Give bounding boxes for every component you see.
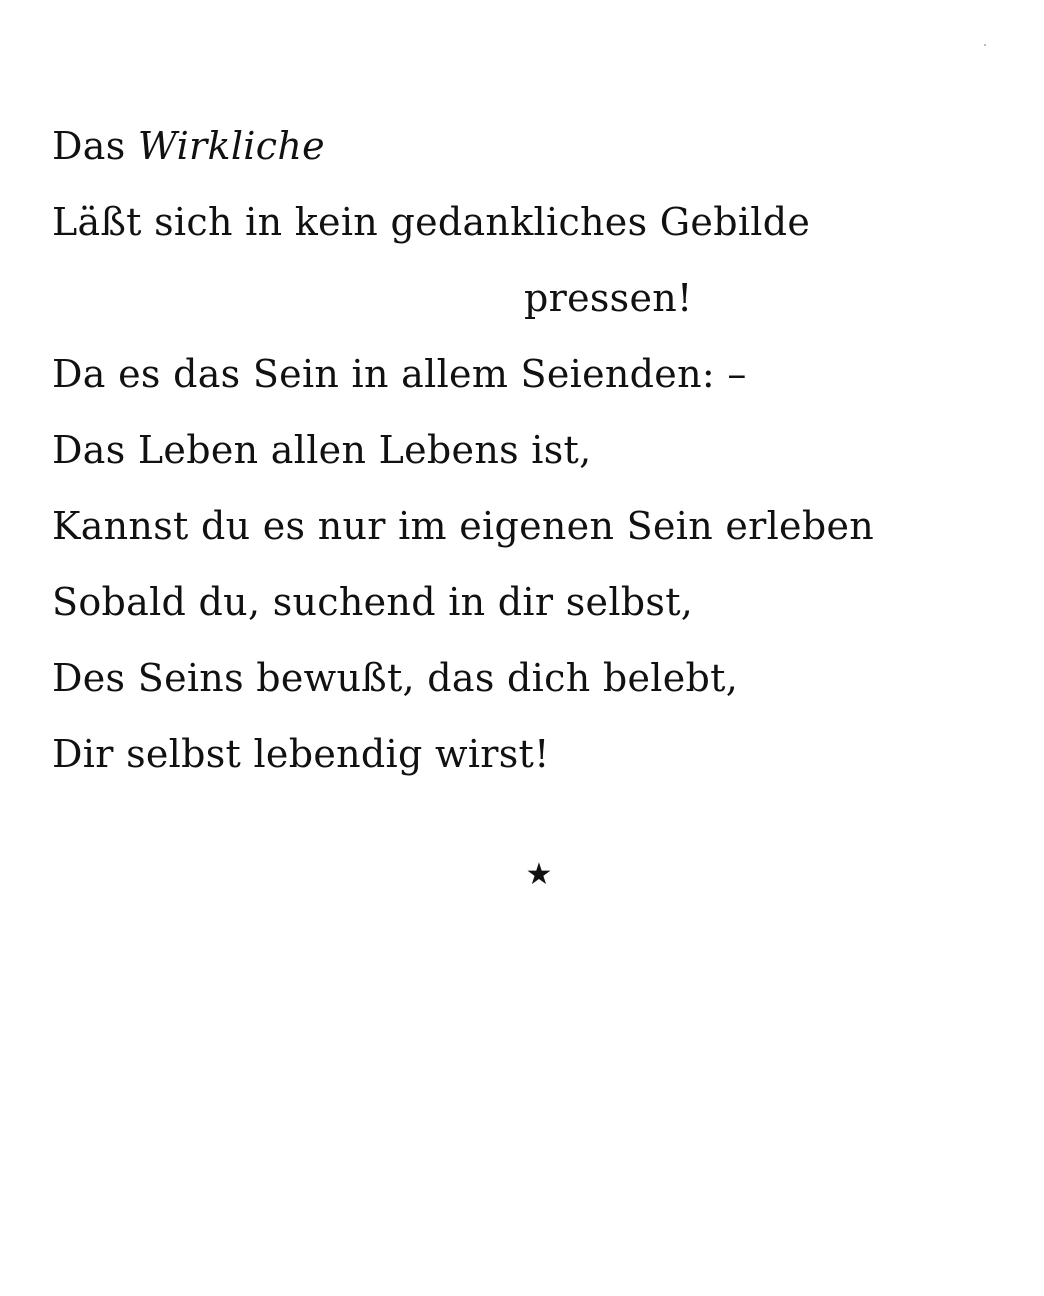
poem-line-6: Kannst du es nur im eigenen Sein erleben xyxy=(52,504,875,548)
poem-line-8: Des Seins bewußt, das dich belebt, xyxy=(52,656,739,700)
poem-line-1-start: Das xyxy=(52,124,138,168)
poem-line-1-emphasis: Wirkliche xyxy=(137,124,325,168)
poem-line-1 xyxy=(52,108,1012,184)
poem-line-7: Sobald du, suchend in dir selbst, xyxy=(52,580,694,624)
poem-line-2: Läßt sich in kein gedankliches Gebilde xyxy=(52,200,811,244)
poem-line-5: Das Leben allen Lebens ist, xyxy=(52,428,592,472)
poem-line-9: Dir selbst lebendig wirst! xyxy=(52,732,550,776)
poem-line-3: pressen! xyxy=(524,276,693,320)
poem-line-4: Da es das Sein in allem Seienden: – xyxy=(52,352,747,396)
star-icon: ★ xyxy=(525,857,553,892)
poem xyxy=(52,108,1012,792)
scan-speck xyxy=(984,44,986,46)
